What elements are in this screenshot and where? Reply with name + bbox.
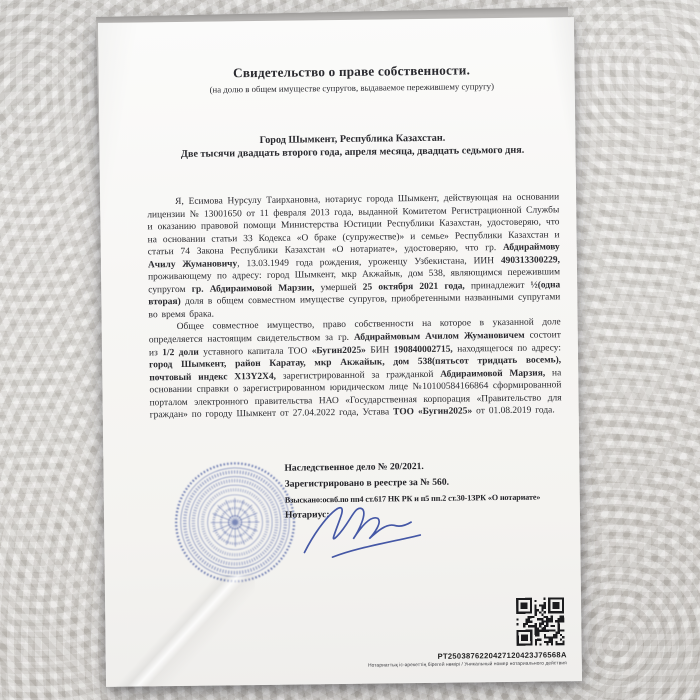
fee-exemption-line: Взыскано:освб.по пп4 ст.617 НК РК и п5 пп.2 ст.30-1ЗРК «О нотариате»	[284, 492, 541, 505]
inheritance-case-line: Наследственное дело № 20/2021.	[284, 460, 424, 474]
notary-label: Нотариус:	[284, 509, 330, 521]
date-line: Две тысячи двадцать второго года, апреля месяца, двадцать седьмого дня.	[180, 144, 525, 160]
document-subtitle: (на долю в общем имуществе супругов, выдаваемое пережившему супругу)	[209, 81, 495, 95]
paragraph-2: Общее совместное имущество, право собственности на которое в указанной доле определяется настоящим свидетельством за гр. Абдираймовым Ачилом Жумановичем состоит из 1/2 доли уставного капитала ТОО «Бугин2025» БИН 190840002715, находящегося по адресу: город Шымкент, район Каратау, мкр Акжайык, дом 538(пятьсот тридцать восемь), почтовый индекс X13Y2X4, зарегистрированной за гражданкой Абдираимовой Марзия, на основании справки о зарегистрированном юридическом лице №10100584166864 сформированной порталом электронного правительства НАО «Государственная корпорация «Правительство для граждан» по городу Шымкент от 27.04.2022 года, Устава ТОО «Бугин2025» от 01.08.2019 года.	[148, 317, 562, 421]
place-line: Город Шымкент, Республика Казахстан.	[259, 132, 446, 146]
document-page	[98, 17, 582, 687]
registry-line: Зарегистрировано в реестре за № 560.	[284, 476, 450, 490]
paragraph-1: Я, Есимова Нурсулу Таирхановна, нотариус города Шымкент, действующая на основании лицензии № 13001650 от 11 февраля 2013 года, выданной Комитетом Регистрационной Службы и оказанию правовой помощи Министерства Юстиции Республики Казахстан, удостоверяю, что на основании статьи 33 Кодекса «О браке (супружестве)» и семье» Республики Казахстан и статьи 74 Закона Республики Казахстан «О нотариате», удостоверяю, что гр. Абдираймову Ачилу Жумановичу, 13.03.1949 года рождения, уроженцу Узбекистана, ИИН 490313300229, проживающему по адресу: город Шымкент, мкр Акжайык, дом 538, являющимся пережившим супругом гр. Абдираимовой Марзии, умершей 25 октября 2021 года, принадлежит ½(одна вторая) доля в общем совместном имуществе супругов, приобретенными названными супругами во время брака.	[147, 192, 561, 321]
qr-block	[366, 597, 567, 668]
notary-round-seal	[171, 459, 299, 587]
document-title: Свидетельство о праве собственности.	[232, 62, 471, 81]
notary-signature	[298, 487, 431, 571]
notarial-action-number: PT2503876220427120423J76568A	[437, 650, 567, 661]
document-content	[98, 17, 579, 423]
qr-code	[516, 597, 565, 646]
notarial-action-caption: Нотариаттық іс-әрекеттің бірегей нөмірі / Уникальный номер нотариального действия	[368, 661, 567, 669]
